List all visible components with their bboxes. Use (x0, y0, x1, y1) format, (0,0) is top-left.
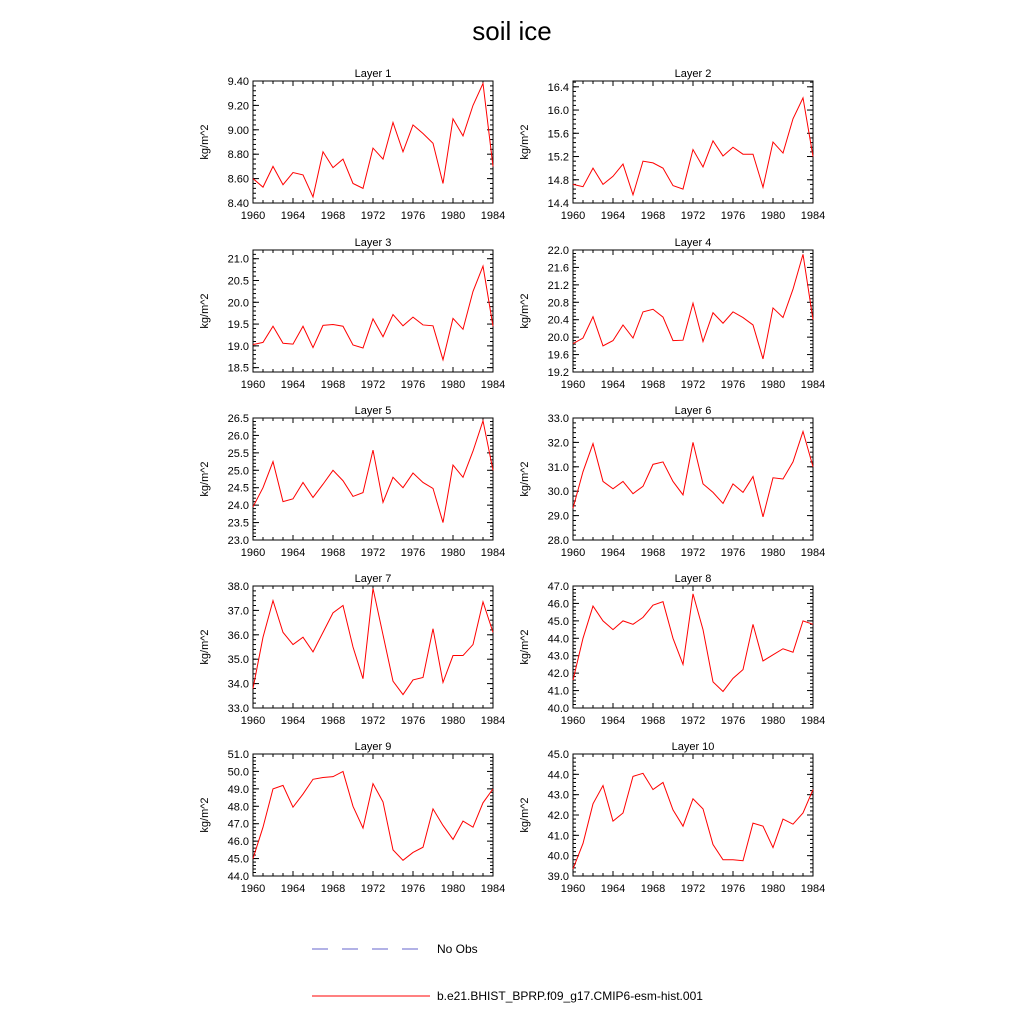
y-tick-label: 43.0 (547, 789, 569, 802)
panel-layer-5 (199, 405, 505, 559)
x-tick-label: 1964 (600, 715, 626, 727)
y-axis-label: kg/m^2 (519, 293, 531, 329)
x-tick-label: 1968 (640, 715, 666, 727)
x-tick-label: 1968 (640, 379, 666, 391)
y-axis-label: kg/m^2 (199, 629, 211, 665)
series-line-layer-4 (573, 254, 813, 359)
y-tick-label: 14.4 (547, 198, 569, 210)
y-tick-label: 20.4 (547, 314, 569, 327)
x-tick-label: 1968 (640, 883, 666, 895)
y-tick-label: 14.8 (547, 174, 569, 187)
x-tick-label: 1972 (360, 379, 386, 391)
x-tick-label: 1964 (600, 883, 626, 895)
y-tick-label: 20.5 (227, 275, 249, 288)
y-tick-label: 45.0 (547, 615, 569, 628)
panel-title: Layer 5 (354, 405, 392, 417)
y-tick-label: 30.0 (547, 486, 569, 499)
x-tick-label: 1976 (400, 715, 426, 727)
x-tick-label: 1976 (400, 210, 426, 222)
x-tick-label: 1960 (240, 379, 266, 391)
x-tick-label: 1964 (600, 547, 626, 559)
y-tick-label: 34.0 (227, 678, 249, 691)
y-tick-label: 22.0 (547, 245, 569, 257)
x-tick-label: 1984 (800, 210, 826, 222)
y-tick-label: 46.0 (227, 836, 249, 849)
panel-title: Layer 1 (354, 68, 392, 80)
x-tick-label: 1976 (720, 210, 746, 222)
y-tick-label: 26.5 (227, 413, 249, 425)
panel-frame (253, 81, 493, 203)
x-tick-label: 1960 (560, 883, 586, 895)
y-tick-label: 49.0 (227, 783, 249, 796)
x-tick-label: 1980 (440, 547, 466, 559)
x-tick-label: 1964 (600, 379, 626, 391)
x-tick-label: 1968 (320, 883, 346, 895)
y-axis-label: kg/m^2 (519, 629, 531, 665)
y-tick-label: 15.6 (547, 128, 569, 141)
x-tick-label: 1984 (800, 883, 826, 895)
panel-layer-7 (199, 573, 505, 727)
legend-swatch-no-obs (310, 942, 422, 956)
y-tick-label: 8.80 (227, 149, 249, 162)
series-line-layer-9 (253, 771, 493, 860)
y-tick-label: 9.40 (227, 76, 249, 88)
y-tick-label: 29.0 (547, 510, 569, 523)
x-tick-label: 1972 (680, 547, 706, 559)
x-tick-label: 1984 (800, 715, 826, 727)
y-tick-label: 45.0 (547, 749, 569, 761)
y-tick-label: 35.0 (227, 654, 249, 667)
x-tick-label: 1968 (640, 547, 666, 559)
x-tick-label: 1960 (560, 547, 586, 559)
y-tick-label: 37.0 (227, 605, 249, 618)
y-tick-label: 32.0 (547, 437, 569, 450)
series-line-layer-8 (573, 594, 813, 692)
y-tick-label: 24.5 (227, 482, 249, 495)
panel-title: Layer 7 (354, 573, 392, 585)
y-tick-label: 47.0 (547, 581, 569, 593)
y-tick-label: 24.0 (227, 500, 249, 513)
y-tick-label: 19.2 (547, 367, 569, 379)
y-tick-label: 16.4 (547, 81, 569, 94)
y-tick-label: 23.0 (227, 535, 249, 547)
panel-layer-2 (519, 68, 825, 222)
x-tick-label: 1968 (320, 547, 346, 559)
chart-main-title: soil ice (472, 16, 552, 46)
x-tick-label: 1972 (360, 883, 386, 895)
y-tick-label: 44.0 (547, 633, 569, 646)
x-tick-label: 1976 (720, 379, 746, 391)
x-tick-label: 1976 (400, 379, 426, 391)
y-tick-label: 41.0 (547, 685, 569, 698)
x-tick-label: 1980 (760, 547, 786, 559)
x-tick-label: 1972 (680, 883, 706, 895)
y-tick-label: 15.2 (547, 151, 569, 164)
x-tick-label: 1976 (720, 883, 746, 895)
y-tick-label: 8.40 (227, 198, 249, 210)
series-line-layer-1 (253, 83, 493, 196)
series-line-layer-2 (573, 98, 813, 195)
y-tick-label: 9.20 (227, 100, 249, 113)
x-tick-label: 1984 (800, 547, 826, 559)
y-tick-label: 16.0 (547, 105, 569, 118)
y-tick-label: 21.6 (547, 262, 569, 275)
y-axis-label: kg/m^2 (519, 461, 531, 497)
x-tick-label: 1960 (240, 715, 266, 727)
series-line-layer-6 (573, 431, 813, 516)
y-tick-label: 28.0 (547, 535, 569, 547)
panel-title: Layer 4 (674, 237, 712, 249)
x-tick-label: 1984 (480, 379, 506, 391)
x-tick-label: 1964 (280, 210, 306, 222)
y-tick-label: 21.0 (227, 253, 249, 266)
x-tick-label: 1976 (400, 883, 426, 895)
y-tick-label: 19.6 (547, 349, 569, 362)
panel-frame (253, 586, 493, 708)
y-tick-label: 44.0 (227, 871, 249, 883)
x-tick-label: 1968 (320, 210, 346, 222)
x-tick-label: 1976 (720, 547, 746, 559)
legend-label-model: b.e21.BHIST_BPRP.f09_g17.CMIP6-esm-hist.001 (437, 989, 703, 1003)
x-tick-label: 1960 (240, 883, 266, 895)
panel-layer-3 (199, 237, 505, 391)
y-tick-label: 40.0 (547, 703, 569, 715)
panel-frame (573, 754, 813, 876)
y-tick-label: 38.0 (227, 581, 249, 593)
panel-layer-10 (519, 741, 825, 895)
panel-layer-4 (519, 237, 825, 391)
y-tick-label: 43.0 (547, 650, 569, 663)
y-tick-label: 18.5 (227, 362, 249, 375)
y-tick-label: 25.0 (227, 465, 249, 478)
x-tick-label: 1964 (280, 379, 306, 391)
panel-title: Layer 2 (674, 68, 712, 80)
y-tick-label: 20.8 (547, 297, 569, 310)
y-axis-label: kg/m^2 (199, 124, 211, 160)
y-tick-label: 21.2 (547, 279, 569, 292)
x-tick-label: 1960 (560, 715, 586, 727)
x-tick-label: 1984 (480, 547, 506, 559)
x-tick-label: 1964 (600, 210, 626, 222)
y-tick-label: 25.5 (227, 447, 249, 460)
y-tick-label: 33.0 (227, 703, 249, 715)
panel-frame (573, 418, 813, 540)
y-tick-label: 51.0 (227, 749, 249, 761)
panel-frame (573, 586, 813, 708)
x-tick-label: 1972 (680, 715, 706, 727)
series-line-layer-3 (253, 266, 493, 360)
y-tick-label: 20.0 (227, 297, 249, 310)
panel-frame (573, 250, 813, 372)
y-tick-label: 46.0 (547, 598, 569, 611)
x-tick-label: 1960 (240, 210, 266, 222)
y-tick-label: 45.0 (227, 853, 249, 866)
y-axis-label: kg/m^2 (199, 797, 211, 833)
y-axis-label: kg/m^2 (199, 293, 211, 329)
x-tick-label: 1960 (560, 379, 586, 391)
series-line-layer-7 (253, 588, 493, 694)
panel-layer-1 (199, 68, 505, 222)
x-tick-label: 1984 (800, 379, 826, 391)
panel-frame (253, 754, 493, 876)
x-tick-label: 1984 (480, 883, 506, 895)
x-tick-label: 1964 (280, 883, 306, 895)
series-line-layer-10 (573, 773, 813, 869)
y-tick-label: 8.60 (227, 173, 249, 186)
x-tick-label: 1960 (240, 547, 266, 559)
x-tick-label: 1972 (360, 210, 386, 222)
x-tick-label: 1980 (760, 379, 786, 391)
x-tick-label: 1968 (320, 715, 346, 727)
y-tick-label: 9.00 (227, 124, 249, 137)
x-tick-label: 1968 (640, 210, 666, 222)
x-tick-label: 1980 (440, 883, 466, 895)
x-tick-label: 1980 (440, 210, 466, 222)
panel-title: Layer 9 (354, 741, 392, 753)
x-tick-label: 1972 (360, 547, 386, 559)
y-tick-label: 39.0 (547, 871, 569, 883)
panel-layer-6 (519, 405, 825, 559)
legend-label-no-obs: No Obs (437, 942, 478, 956)
legend-swatch-model (310, 989, 432, 1003)
x-tick-label: 1964 (280, 715, 306, 727)
y-tick-label: 20.0 (547, 332, 569, 345)
y-axis-label: kg/m^2 (519, 124, 531, 160)
y-tick-label: 50.0 (227, 766, 249, 779)
y-tick-label: 48.0 (227, 801, 249, 814)
panel-layer-8 (519, 573, 825, 727)
x-tick-label: 1960 (560, 210, 586, 222)
y-axis-label: kg/m^2 (199, 461, 211, 497)
panel-frame (573, 81, 813, 203)
y-tick-label: 42.0 (547, 668, 569, 681)
y-tick-label: 47.0 (227, 818, 249, 831)
x-tick-label: 1976 (400, 547, 426, 559)
series-line-layer-5 (253, 421, 493, 523)
panel-title: Layer 10 (671, 741, 715, 753)
panel-frame (253, 418, 493, 540)
x-tick-label: 1976 (720, 715, 746, 727)
x-tick-label: 1980 (760, 715, 786, 727)
x-tick-label: 1972 (360, 715, 386, 727)
x-tick-label: 1972 (680, 379, 706, 391)
x-tick-label: 1980 (440, 379, 466, 391)
panel-title: Layer 3 (354, 237, 392, 249)
y-tick-label: 19.5 (227, 319, 249, 332)
panel-title: Layer 6 (674, 405, 712, 417)
x-tick-label: 1984 (480, 715, 506, 727)
x-tick-label: 1972 (680, 210, 706, 222)
y-tick-label: 31.0 (547, 461, 569, 474)
y-axis-label: kg/m^2 (519, 797, 531, 833)
y-tick-label: 23.5 (227, 517, 249, 530)
panel-frame (253, 250, 493, 372)
x-tick-label: 1980 (760, 883, 786, 895)
y-tick-label: 44.0 (547, 769, 569, 782)
x-tick-label: 1968 (320, 379, 346, 391)
panel-layer-9 (199, 741, 505, 895)
x-tick-label: 1964 (280, 547, 306, 559)
y-tick-label: 41.0 (547, 830, 569, 843)
y-tick-label: 26.0 (227, 430, 249, 443)
panel-title: Layer 8 (674, 573, 712, 585)
y-tick-label: 36.0 (227, 629, 249, 642)
y-tick-label: 40.0 (547, 850, 569, 863)
x-tick-label: 1980 (440, 715, 466, 727)
y-tick-label: 19.0 (227, 340, 249, 353)
x-tick-label: 1980 (760, 210, 786, 222)
y-tick-label: 42.0 (547, 810, 569, 822)
y-tick-label: 33.0 (547, 413, 569, 425)
x-tick-label: 1984 (480, 210, 506, 222)
